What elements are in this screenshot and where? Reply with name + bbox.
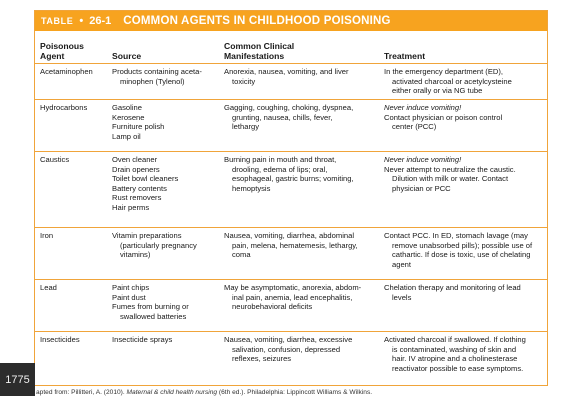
treatment-line: Contact physician or poison control — [384, 112, 503, 122]
treatment-line: In the emergency department (ED), — [384, 67, 504, 76]
table-title: COMMON AGENTS IN CHILDHOOD POISONING — [123, 15, 391, 27]
header-agent-line: Poisonous — [40, 41, 84, 51]
cell-manifestations — [219, 100, 379, 151]
source-line: Products containing aceta- — [112, 67, 202, 76]
manifestations-line: coma — [232, 250, 251, 260]
header-source — [107, 51, 219, 61]
source-line: Rust removers — [112, 193, 162, 203]
cell-source — [107, 228, 219, 279]
treatment-line: Never induce vomiting! — [384, 103, 462, 112]
cell-agent — [35, 152, 107, 227]
cell-manifestations — [219, 228, 379, 279]
header-treatment-line: Treatment — [384, 51, 426, 61]
treatment-line: center (PCC) — [392, 122, 437, 132]
manifestations-line: May be asymptomatic, anorexia, abdom- — [224, 283, 362, 292]
treatment-line: cathartic. If dose is toxic, use of chelating — [392, 250, 531, 260]
source-line: Gasoline — [112, 103, 142, 112]
cell-source — [107, 332, 219, 383]
cell-treatment — [379, 332, 547, 383]
manifestations-line: grunting, nausea, chills, fever, — [232, 112, 333, 122]
treatment-line: Dilution with milk or water. Contact — [392, 174, 509, 184]
page-number-badge — [0, 363, 35, 396]
cell-source — [107, 280, 219, 331]
cell-treatment — [379, 228, 547, 279]
treatment-line: physician or PCC — [392, 183, 451, 193]
manifestations-line: salivation, confusion, depressed — [232, 344, 341, 354]
treatment-line: activated charcoal or acetylcysteine — [392, 76, 512, 86]
agent-name: Insecticides — [40, 335, 80, 344]
treatment-line: Contact PCC. In ED, stomach lavage (may — [384, 231, 528, 240]
header-manifestations-line: Manifestations — [224, 51, 285, 61]
agent-name: Acetaminophen — [40, 67, 93, 76]
cell-source — [107, 64, 219, 99]
footnote-suffix: (6th ed.). Philadelphia: Lippincott Williams & Wilkins. — [218, 389, 373, 396]
page-number: 1775 — [5, 373, 30, 386]
source-line: (particularly pregnancy — [120, 240, 197, 250]
source-line: Toilet bowl cleaners — [112, 174, 179, 184]
agent-name: Hydrocarbons — [40, 103, 88, 112]
cell-treatment — [379, 100, 547, 151]
cell-manifestations — [219, 152, 379, 227]
source-line: Paint chips — [112, 283, 150, 292]
cell-agent — [35, 280, 107, 331]
source-line: Hair perms — [112, 202, 150, 212]
manifestations-line: Gagging, coughing, choking, dyspnea, — [224, 103, 354, 112]
table-row — [35, 152, 547, 228]
cell-source — [107, 100, 219, 151]
footnote-book-title: Maternal & child health nursing — [126, 389, 218, 396]
header-manifestations-line: Common Clinical — [224, 41, 295, 51]
manifestations-line: Anorexia, nausea, vomiting, and liver — [224, 67, 349, 76]
source-line: swallowed batteries — [120, 311, 187, 321]
cell-treatment — [379, 152, 547, 227]
cell-manifestations — [219, 332, 379, 383]
table-row — [35, 332, 547, 383]
table-header-row — [35, 31, 547, 64]
manifestations-line: neurobehavioral deficits — [232, 302, 313, 312]
source-line: Lamp oil — [112, 131, 141, 141]
cell-agent — [35, 332, 107, 383]
table-row — [35, 64, 547, 100]
cell-source — [107, 152, 219, 227]
source-line: minophen (Tylenol) — [120, 76, 185, 86]
source-line: vitamins) — [120, 250, 151, 260]
manifestations-line: pain, melena, hematemesis, lethargy, — [232, 240, 358, 250]
treatment-line: Activated charcoal if swallowed. If clothing — [384, 335, 526, 344]
manifestations-line: reflexes, seizures — [232, 354, 292, 364]
manifestations-line: drooling, edema of lips; oral, — [232, 164, 328, 174]
treatment-line: Never attempt to neutralize the caustic. — [384, 164, 516, 174]
manifestations-line: hemoptysis — [232, 183, 271, 193]
manifestations-line: Nausea, vomiting, diarrhea, abdominal — [224, 231, 355, 240]
manifestations-line: inal pain, anemia, lead encephalitis, — [232, 292, 353, 302]
source-line: Kerosene — [112, 112, 145, 122]
source-line: Paint dust — [112, 292, 146, 302]
table-title-bar — [35, 11, 547, 31]
manifestations-line: toxicity — [232, 76, 256, 86]
manifestations-line: lethargy — [232, 122, 260, 132]
treatment-line: either orally or via NG tube — [392, 86, 483, 96]
header-manifestations — [219, 41, 379, 61]
header-treatment — [379, 51, 547, 61]
cell-manifestations — [219, 280, 379, 331]
table-bullet: • — [79, 15, 84, 27]
manifestations-line: Nausea, vomiting, diarrhea, excessive — [224, 335, 353, 344]
source-line: Insecticide sprays — [112, 335, 173, 344]
treatment-line: Never induce vomiting! — [384, 155, 462, 164]
manifestations-line: Burning pain in mouth and throat, — [224, 155, 337, 164]
header-source-line: Source — [112, 51, 142, 61]
agent-name: Lead — [40, 283, 57, 292]
agent-name: Caustics — [40, 155, 70, 164]
cell-treatment — [379, 280, 547, 331]
source-line: Battery contents — [112, 183, 167, 193]
treatment-line: levels — [392, 292, 412, 302]
table-row — [35, 280, 547, 332]
manifestations-line: esophageal, gastric burns; vomiting, — [232, 174, 354, 184]
cell-agent — [35, 64, 107, 99]
treatment-line: agent — [392, 259, 412, 269]
table-body — [35, 64, 547, 383]
cell-treatment — [379, 64, 547, 99]
poisoning-table — [34, 10, 548, 386]
header-agent — [35, 41, 107, 61]
source-line: Furniture polish — [112, 122, 165, 132]
source-line: Drain openers — [112, 164, 160, 174]
source-line: Vitamin preparations — [112, 231, 182, 240]
source-line: Fumes from burning or — [112, 302, 189, 312]
table-label: TABLE — [41, 16, 74, 26]
table-row — [35, 100, 547, 152]
table-number: 26-1 — [89, 15, 112, 27]
cell-manifestations — [219, 64, 379, 99]
table-row — [35, 228, 547, 280]
treatment-line: hair. IV atropine and a cholinesterase — [392, 354, 518, 364]
treatment-line: is contaminated, washing of skin and — [392, 344, 517, 354]
footnote-prefix: apted from: Pillitteri, A. (2010). — [36, 389, 125, 396]
treatment-line: Chelation therapy and monitoring of lead — [384, 283, 521, 292]
cell-agent — [35, 228, 107, 279]
cell-agent — [35, 100, 107, 151]
agent-name: Iron — [40, 231, 54, 240]
treatment-line: reactivator possible to ease symptoms. — [392, 363, 524, 373]
treatment-line: remove unabsorbed pills); possible use of — [392, 240, 533, 250]
header-agent-line: Agent — [40, 51, 65, 61]
source-footnote — [36, 389, 372, 396]
source-line: Oven cleaner — [112, 155, 158, 164]
